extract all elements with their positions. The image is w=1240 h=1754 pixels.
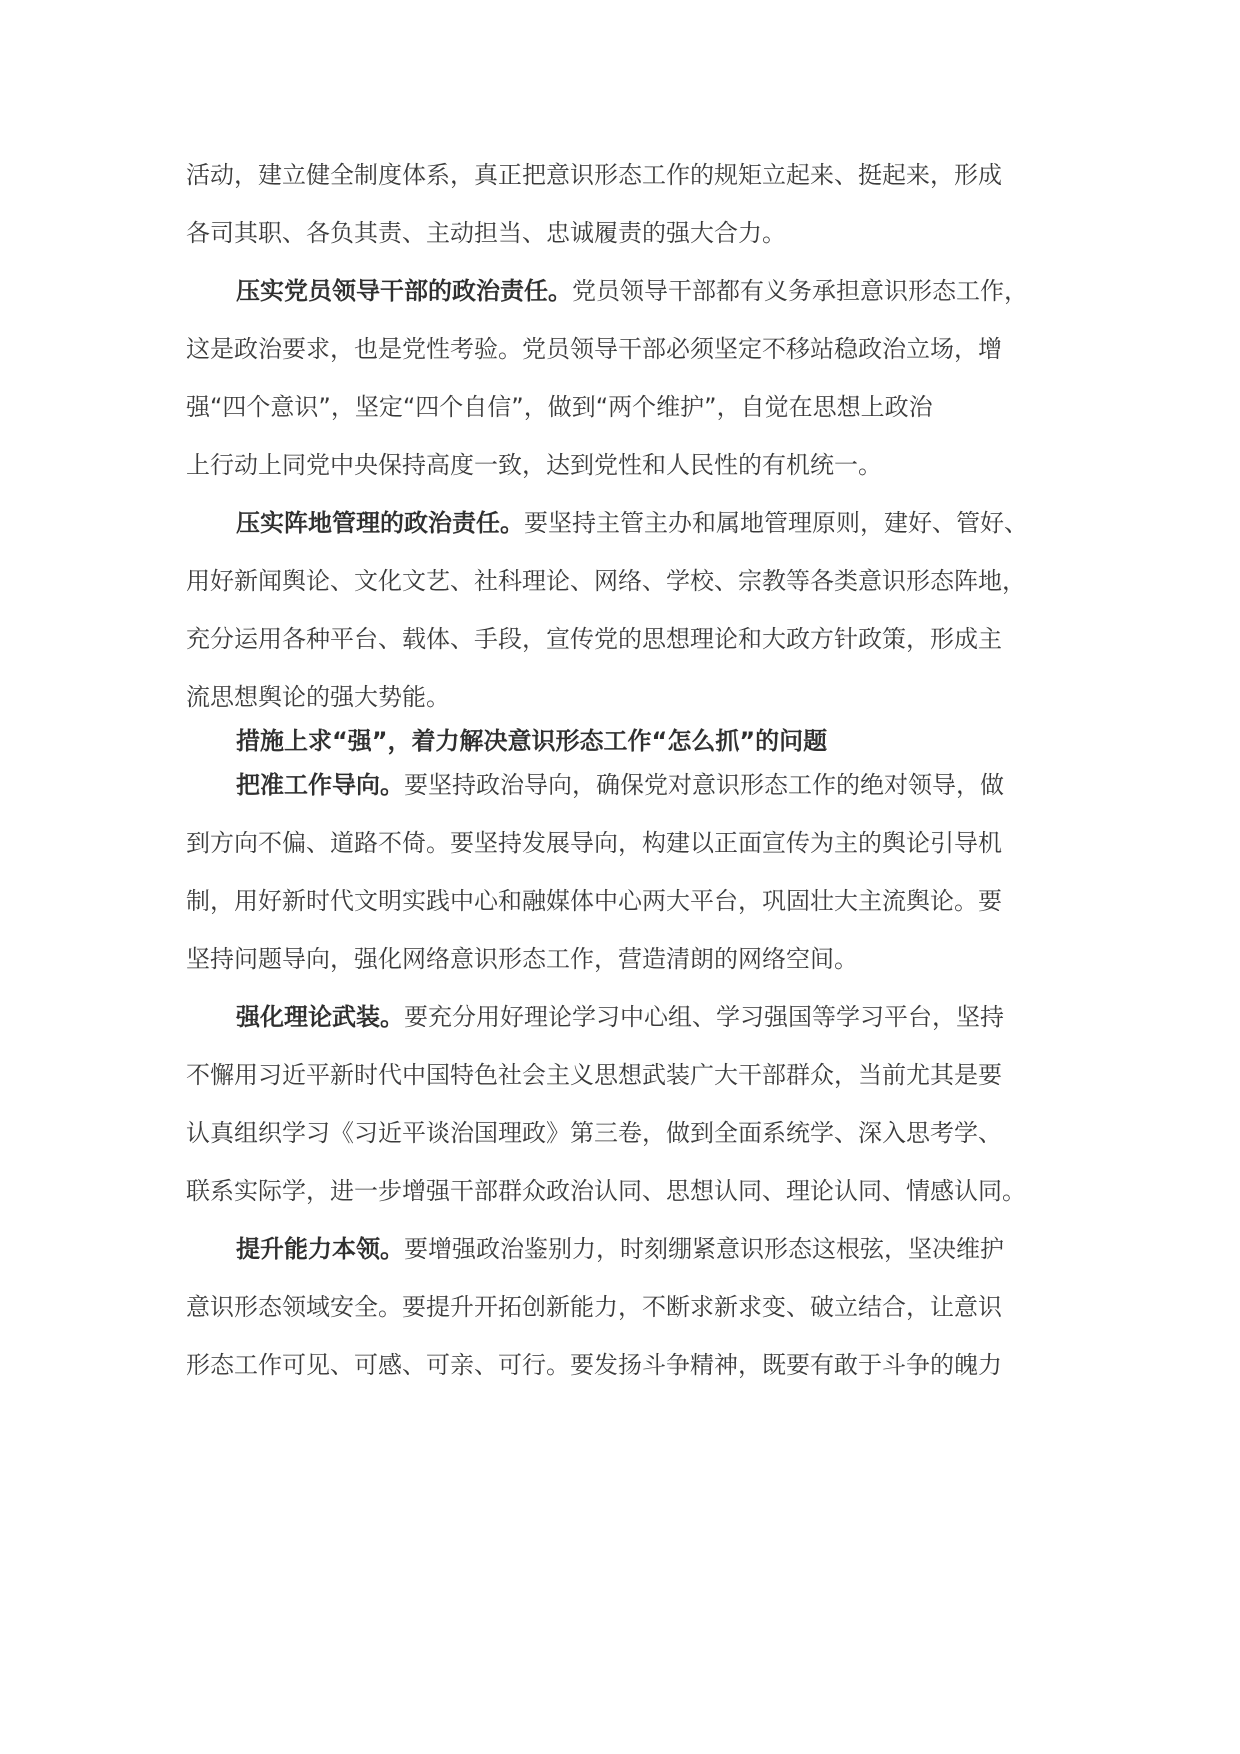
body-line: 这是政治要求，也是党性考验。党员领导干部必须坚定不移站稳政治立场，增 <box>186 335 1002 363</box>
paragraph-heading: 提升能力本领。 <box>236 1235 404 1263</box>
paragraph-first-line: 把准工作导向。要坚持政治导向，确保党对意识形态工作的绝对领导，做 <box>236 771 1004 799</box>
section-heading: 措施上求“强”，着力解决意识形态工作“怎么抓”的问题 <box>236 727 828 755</box>
body-line: 意识形态领域安全。要提升开拓创新能力，不断求新求变、破立结合，让意识 <box>186 1293 1002 1321</box>
body-line: 坚持问题导向，强化网络意识形态工作，营造清朗的网络空间。 <box>186 945 858 973</box>
body-line: 强“四个意识”，坚定“四个自信”，做到“两个维护”，自觉在思想上政治 <box>186 393 933 421</box>
body-line: 联系实际学，进一步增强干部群众政治认同、思想认同、理论认同、情感认同。 <box>186 1177 1026 1205</box>
paragraph-heading: 压实党员领导干部的政治责任。 <box>236 277 572 305</box>
body-line: 认真组织学习《习近平谈治国理政》第三卷，做到全面系统学、深入思考学、 <box>186 1119 1002 1147</box>
paragraph-heading: 压实阵地管理的政治责任。 <box>236 509 524 537</box>
body-line: 制，用好新时代文明实践中心和融媒体中心两大平台，巩固壮大主流舆论。要 <box>186 887 1002 915</box>
paragraph-heading: 把准工作导向。 <box>236 771 404 799</box>
paragraph-first-line: 提升能力本领。要增强政治鉴别力，时刻绷紧意识形态这根弦，坚决维护 <box>236 1235 1004 1263</box>
body-line: 流思想舆论的强大势能。 <box>186 683 450 711</box>
paragraph-first-line: 强化理论武装。要充分用好理论学习中心组、学习强国等学习平台，坚持 <box>236 1003 1004 1031</box>
body-line: 各司其职、各负其责、主动担当、忠诚履责的强大合力。 <box>186 219 786 247</box>
body-line: 活动，建立健全制度体系，真正把意识形态工作的规矩立起来、挺起来，形成 <box>186 161 1002 189</box>
paragraph-first-line: 压实阵地管理的政治责任。要坚持主管主办和属地管理原则，建好、管好、 <box>236 509 1028 537</box>
paragraph-heading: 强化理论武装。 <box>236 1003 404 1031</box>
body-line: 不懈用习近平新时代中国特色社会主义思想武装广大干部群众，当前尤其是要 <box>186 1061 1002 1089</box>
body-line: 到方向不偏、道路不倚。要坚持发展导向，构建以正面宣传为主的舆论引导机 <box>186 829 1002 857</box>
body-line: 充分运用各种平台、载体、手段，宣传党的思想理论和大政方针政策，形成主 <box>186 625 1002 653</box>
body-line: 形态工作可见、可感、可亲、可行。要发扬斗争精神，既要有敢于斗争的魄力 <box>186 1351 1002 1379</box>
body-line: 用好新闻舆论、文化文艺、社科理论、网络、学校、宗教等各类意识形态阵地， <box>186 567 1026 595</box>
body-line: 上行动上同党中央保持高度一致，达到党性和人民性的有机统一。 <box>186 451 882 479</box>
paragraph-first-line: 压实党员领导干部的政治责任。党员领导干部都有义务承担意识形态工作， <box>236 277 1028 305</box>
